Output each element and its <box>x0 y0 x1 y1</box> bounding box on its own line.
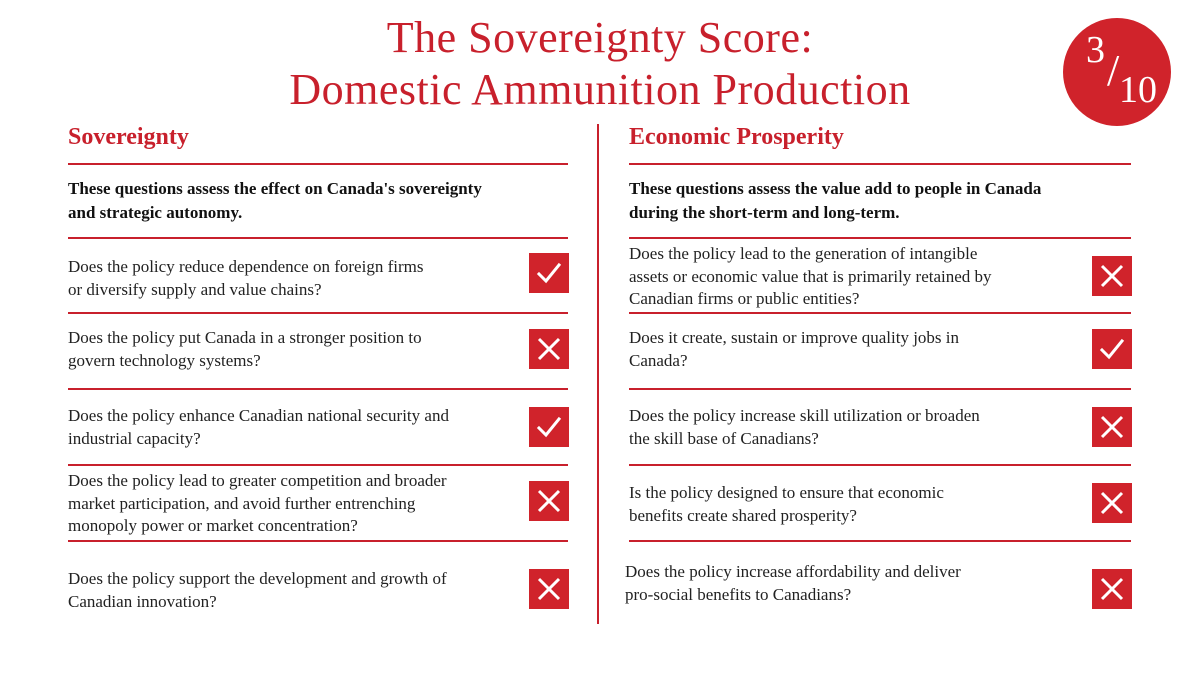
intro-line: These questions assess the effect on Canada's sovereignty <box>68 179 482 198</box>
cross-icon <box>1092 407 1132 447</box>
prosperity-question-1 <box>629 243 992 311</box>
cross-icon <box>1092 256 1132 296</box>
page-title-line-1: The Sovereignty Score: <box>386 13 814 62</box>
sovereignty-question-2 <box>68 327 422 372</box>
question-line: Canada? <box>629 350 688 370</box>
cross-icon <box>1092 569 1132 609</box>
check-icon <box>529 253 569 293</box>
score-badge <box>1063 18 1171 126</box>
column-divider <box>597 124 599 624</box>
sovereignty-question-4 <box>68 470 447 538</box>
divider <box>68 163 568 165</box>
divider <box>68 237 568 239</box>
question-line: Does the policy support the development and growth of <box>68 569 447 588</box>
divider <box>629 464 1131 466</box>
question-line: pro-social benefits to Canadians? <box>625 584 852 604</box>
question-line: assets or economic value that is primarily retained by <box>629 266 992 286</box>
divider <box>629 388 1131 390</box>
question-line: Does the policy lead to greater competition and broader <box>68 471 447 490</box>
question-line: Does the policy reduce dependence on foreign firms <box>68 257 424 276</box>
divider <box>68 312 568 314</box>
score-slash: / <box>1107 46 1120 95</box>
question-line: Does the policy increase affordability and deliver <box>625 562 961 581</box>
sovereignty-question-5 <box>68 568 447 613</box>
question-line: Canadian innovation? <box>68 591 217 611</box>
economic-prosperity-heading: Economic Prosperity <box>629 124 844 150</box>
score-denominator: 10 <box>1119 69 1157 111</box>
divider <box>68 464 568 466</box>
cross-icon <box>529 481 569 521</box>
check-icon <box>529 407 569 447</box>
intro-line: during the short-term and long-term. <box>629 203 900 222</box>
sovereignty-question-3 <box>68 405 449 450</box>
question-line: market participation, and avoid further entrenching <box>68 493 416 513</box>
divider <box>68 388 568 390</box>
divider <box>629 540 1131 542</box>
score-numerator: 3 <box>1086 29 1105 71</box>
question-line: Does it create, sustain or improve quality jobs in <box>629 328 960 347</box>
question-line: Does the policy increase skill utilization or broaden <box>629 406 980 425</box>
check-icon <box>1092 329 1132 369</box>
sovereignty-heading: Sovereignty <box>68 124 189 150</box>
question-line: govern technology systems? <box>68 350 261 370</box>
cross-icon <box>1092 483 1132 523</box>
question-line: benefits create shared prosperity? <box>629 505 857 525</box>
divider <box>629 312 1131 314</box>
question-line: Does the policy put Canada in a stronger position to <box>68 328 422 347</box>
prosperity-question-5 <box>625 561 961 606</box>
divider <box>629 163 1131 165</box>
question-line: industrial capacity? <box>68 428 201 448</box>
question-line: the skill base of Canadians? <box>629 428 819 448</box>
divider <box>68 540 568 542</box>
question-line: Canadian firms or public entities? <box>629 289 860 308</box>
question-line: Does the policy lead to the generation of intangible <box>629 244 978 263</box>
sovereignty-question-1 <box>68 256 423 301</box>
divider <box>629 237 1131 239</box>
question-line: monopoly power or market concentration? <box>68 516 358 535</box>
question-line: Does the policy enhance Canadian national security and <box>68 406 449 425</box>
economic-prosperity-intro <box>629 177 1041 225</box>
cross-icon <box>529 329 569 369</box>
prosperity-question-4 <box>629 482 944 527</box>
intro-line: and strategic autonomy. <box>68 203 243 222</box>
prosperity-question-2 <box>629 327 959 372</box>
question-line: or diversify supply and value chains? <box>68 279 322 299</box>
cross-icon <box>529 569 569 609</box>
prosperity-question-3 <box>629 405 980 450</box>
sovereignty-intro <box>68 177 482 225</box>
question-line: Is the policy designed to ensure that economic <box>629 483 944 502</box>
page-title-line-2: Domestic Ammunition Production <box>289 65 911 114</box>
intro-line: These questions assess the value add to people in Canada <box>629 179 1042 198</box>
